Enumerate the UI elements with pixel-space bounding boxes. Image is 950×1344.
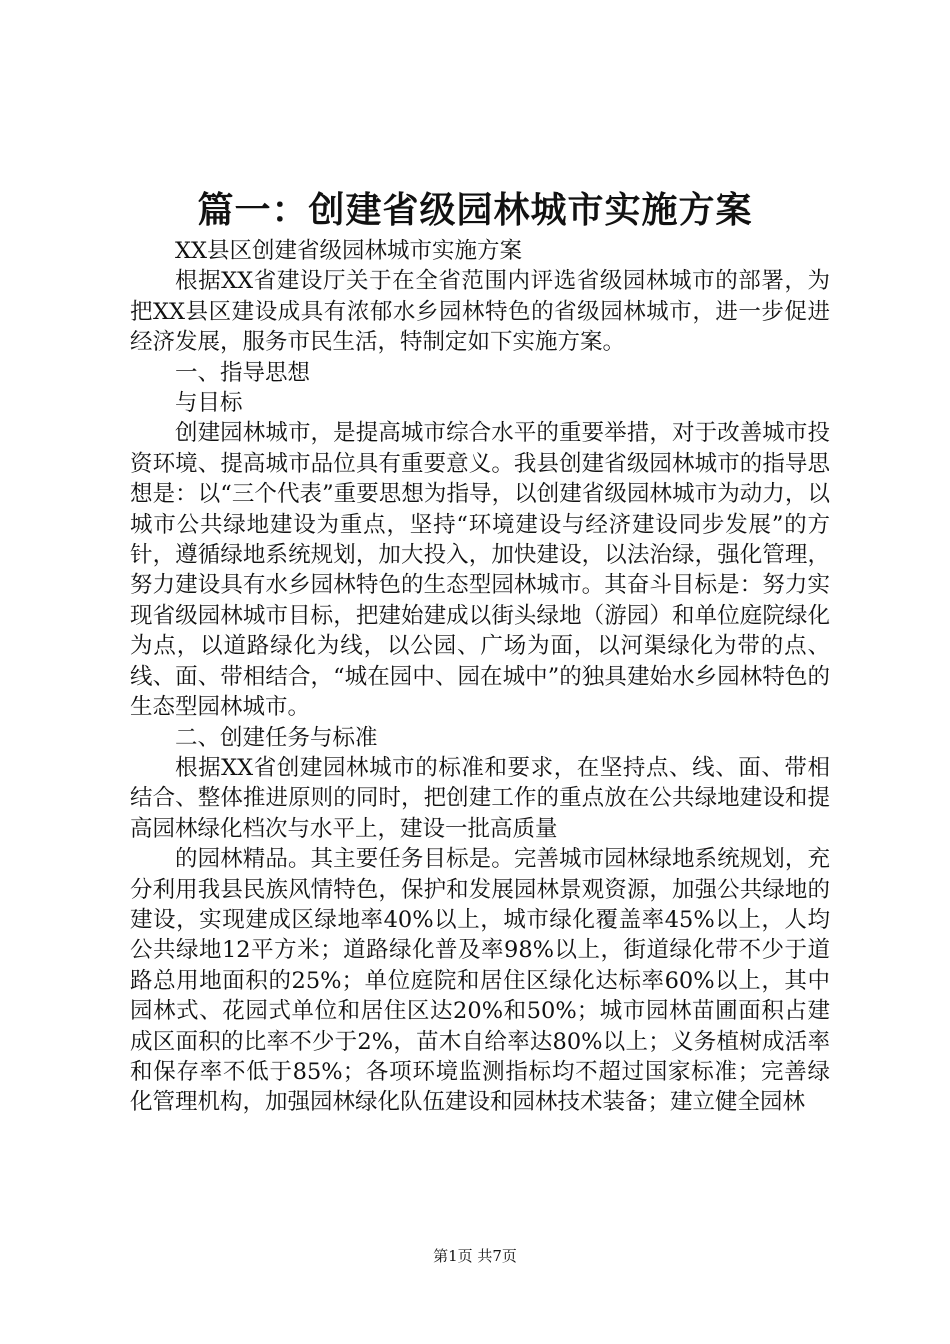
page-number-footer: 第1页 共7页 bbox=[433, 1247, 517, 1265]
section-heading-goals: 与目标 bbox=[175, 390, 243, 417]
paragraph-heading-name: XX县区创建省级园林城市实施方案 bbox=[175, 238, 523, 264]
document-title: 篇一：创建省级园林城市实施方案 bbox=[197, 189, 753, 231]
section-heading-tasks: 二、创建任务与标准 bbox=[175, 724, 378, 751]
document-body bbox=[130, 236, 830, 1118]
section-heading-guiding-thought: 一、指导思想 bbox=[175, 359, 311, 386]
paragraph-tasks-targets: 的园林精品。其主要任务目标是。完善城市园林绿地系统规划，充分利用我县民族风情特色，保护和发展园林景观资源，加强公共绿地的建设，实现建成区绿地率40%以上，城市绿化覆盖率45%以上，人均公共绿地12平方米；道路绿化普及率98%以上，街道绿化带不少于道路总用地面积的25%；单位庭院和居住区绿化达标率60%以上，其中园林式、花园式单位和居住区达20%和50%；城市园林苗圃面积占建成区面积的比率不少于2%，苗木自给率达80%以上；义务植树成活率和保存率不低于85%；各项环境监测指标均不超过国家标准；完善绿化管理机构，加强园林绿化队伍建设和园林技术装备；建立健全园林 bbox=[130, 846, 830, 1116]
paragraph-guiding-thought: 创建园林城市，是提高城市综合水平的重要举措，对于改善城市投资环境、提高城市品位具有重要意义。我县创建省级园林城市的指导思想是：以“三个代表”重要思想为指导，以创建省级园林城市为动力，以城市公共绿地建设为重点，坚持“环境建设与经济建设同步发展”的方针，遵循绿地系统规划，加大投入，加快建设，以法治绿，强化管理，努力建设具有水乡园林特色的生态型园林城市。其奋斗目标是：努力实现省级园林城市目标，把建始建成以街头绿地（游园）和单位庭院绿化为点，以道路绿化为线，以公园、广场为面，以河渠绿化为带的点、线、面、带相结合，“城在园中、园在城中”的独具建始水乡园林特色的生态型园林城市。 bbox=[130, 420, 830, 721]
paragraph-tasks-intro: 根据XX省创建园林城市的标准和要求，在坚持点、线、面、带相结合、整体推进原则的同时，把创建工作的重点放在公共绿地建设和提高园林绿化档次与水平上，建设一批高质量 bbox=[130, 754, 830, 842]
paragraph-intro: 根据XX省建设厅关于在全省范围内评选省级园林城市的部署，为把XX县区建设成具有浓郁水乡园林特色的省级园林城市，进一步促进经济发展，服务市民生活，特制定如下实施方案。 bbox=[130, 268, 830, 356]
